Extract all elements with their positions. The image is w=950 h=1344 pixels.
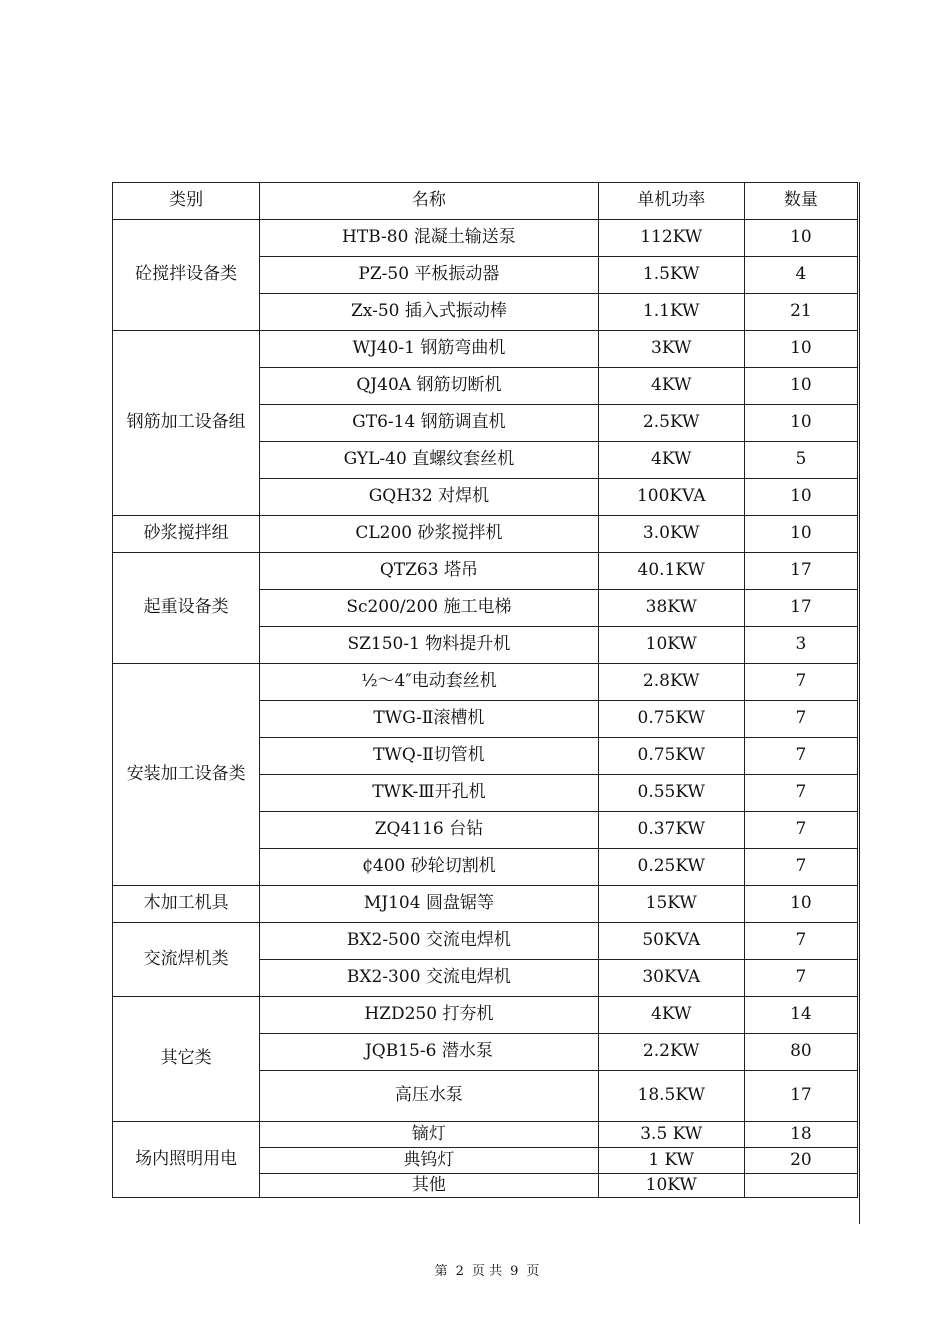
equipment-name: MJ104 圆盘锯等 [260, 886, 598, 923]
quantity: 10 [744, 331, 857, 368]
quantity: 7 [744, 701, 857, 738]
footer-prefix: 第 [434, 1264, 448, 1279]
equipment-name: GT6-14 钢筋调直机 [260, 405, 598, 442]
category-cell: 砼搅拌设备类 [113, 220, 260, 331]
quantity: 17 [744, 590, 857, 627]
quantity: 17 [744, 553, 857, 590]
header-quantity: 数量 [744, 183, 857, 220]
quantity: 20 [744, 1148, 857, 1174]
unit-power: 3.0KW [598, 516, 744, 553]
unit-power: 112KW [598, 220, 744, 257]
quantity: 7 [744, 775, 857, 812]
quantity: 17 [744, 1071, 857, 1122]
unit-power: 0.75KW [598, 738, 744, 775]
footer-total-pages: 9 [510, 1264, 519, 1279]
unit-power: 4KW [598, 368, 744, 405]
quantity: 18 [744, 1122, 857, 1148]
quantity: 10 [744, 368, 857, 405]
quantity: 10 [744, 220, 857, 257]
category-cell: 安装加工设备类 [113, 664, 260, 886]
unit-power: 1 KW [598, 1148, 744, 1174]
page-footer [0, 1260, 950, 1279]
category-cell: 其它类 [113, 997, 260, 1122]
quantity: 10 [744, 886, 857, 923]
unit-power: 10KW [598, 627, 744, 664]
table-row [113, 664, 858, 701]
footer-mid: 页 共 [471, 1264, 503, 1279]
footer-suffix: 页 [526, 1264, 540, 1279]
unit-power: 4KW [598, 442, 744, 479]
equipment-name: 典钨灯 [260, 1148, 598, 1174]
unit-power: 10KW [598, 1174, 744, 1198]
equipment-name: 镝灯 [260, 1122, 598, 1148]
category-cell: 木加工机具 [113, 886, 260, 923]
unit-power: 3KW [598, 331, 744, 368]
quantity: 7 [744, 664, 857, 701]
unit-power: 38KW [598, 590, 744, 627]
unit-power: 18.5KW [598, 1071, 744, 1122]
equipment-name: Zx-50 插入式振动棒 [260, 294, 598, 331]
table-row [113, 886, 858, 923]
equipment-name: 高压水泵 [260, 1071, 598, 1122]
equipment-name: JQB15-6 潜水泵 [260, 1034, 598, 1071]
table-row [113, 220, 858, 257]
header-name: 名称 [260, 183, 598, 220]
quantity: 21 [744, 294, 857, 331]
table-row [113, 516, 858, 553]
equipment-name: ₵400 砂轮切割机 [260, 849, 598, 886]
table-row [113, 923, 858, 960]
category-cell: 起重设备类 [113, 553, 260, 664]
header-category: 类别 [113, 183, 260, 220]
equipment-table [112, 182, 858, 1198]
unit-power: 1.1KW [598, 294, 744, 331]
equipment-name: HTB-80 混凝土输送泵 [260, 220, 598, 257]
table-outer-border [859, 182, 860, 1224]
unit-power: 2.8KW [598, 664, 744, 701]
quantity: 7 [744, 960, 857, 997]
quantity: 7 [744, 849, 857, 886]
quantity: 7 [744, 738, 857, 775]
table-row [113, 331, 858, 368]
unit-power: 4KW [598, 997, 744, 1034]
quantity: 7 [744, 812, 857, 849]
equipment-name: TWK-Ⅲ开孔机 [260, 775, 598, 812]
quantity: 80 [744, 1034, 857, 1071]
unit-power: 0.55KW [598, 775, 744, 812]
equipment-name: SZ150-1 物料提升机 [260, 627, 598, 664]
header-power: 单机功率 [598, 183, 744, 220]
unit-power: 2.5KW [598, 405, 744, 442]
unit-power: 0.25KW [598, 849, 744, 886]
table-row [113, 1122, 858, 1148]
quantity [744, 1174, 857, 1198]
category-cell: 交流焊机类 [113, 923, 260, 997]
unit-power: 0.37KW [598, 812, 744, 849]
equipment-name: GQH32 对焊机 [260, 479, 598, 516]
unit-power: 15KW [598, 886, 744, 923]
equipment-name: QJ40A 钢筋切断机 [260, 368, 598, 405]
equipment-name: TWQ-Ⅱ切管机 [260, 738, 598, 775]
unit-power: 0.75KW [598, 701, 744, 738]
equipment-name: ½～4″电动套丝机 [260, 664, 598, 701]
table-row [113, 997, 858, 1034]
equipment-name: BX2-500 交流电焊机 [260, 923, 598, 960]
unit-power: 40.1KW [598, 553, 744, 590]
quantity: 10 [744, 405, 857, 442]
equipment-name: ZQ4116 台钻 [260, 812, 598, 849]
quantity: 5 [744, 442, 857, 479]
unit-power: 30KVA [598, 960, 744, 997]
table-header-row [113, 183, 858, 220]
quantity: 10 [744, 516, 857, 553]
category-cell: 砂浆搅拌组 [113, 516, 260, 553]
equipment-name: BX2-300 交流电焊机 [260, 960, 598, 997]
footer-current-page: 2 [455, 1264, 464, 1279]
equipment-name: HZD250 打夯机 [260, 997, 598, 1034]
equipment-name: 其他 [260, 1174, 598, 1198]
category-cell: 场内照明用电 [113, 1122, 260, 1198]
equipment-name: WJ40-1 钢筋弯曲机 [260, 331, 598, 368]
category-cell: 钢筋加工设备组 [113, 331, 260, 516]
quantity: 3 [744, 627, 857, 664]
quantity: 4 [744, 257, 857, 294]
unit-power: 3.5 KW [598, 1122, 744, 1148]
equipment-name: TWG-Ⅱ滚槽机 [260, 701, 598, 738]
quantity: 10 [744, 479, 857, 516]
equipment-name: PZ-50 平板振动器 [260, 257, 598, 294]
equipment-name: GYL-40 直螺纹套丝机 [260, 442, 598, 479]
equipment-name: QTZ63 塔吊 [260, 553, 598, 590]
quantity: 7 [744, 923, 857, 960]
unit-power: 2.2KW [598, 1034, 744, 1071]
equipment-name: Sc200/200 施工电梯 [260, 590, 598, 627]
equipment-name: CL200 砂浆搅拌机 [260, 516, 598, 553]
unit-power: 1.5KW [598, 257, 744, 294]
unit-power: 50KVA [598, 923, 744, 960]
quantity: 14 [744, 997, 857, 1034]
unit-power: 100KVA [598, 479, 744, 516]
table-row [113, 553, 858, 590]
